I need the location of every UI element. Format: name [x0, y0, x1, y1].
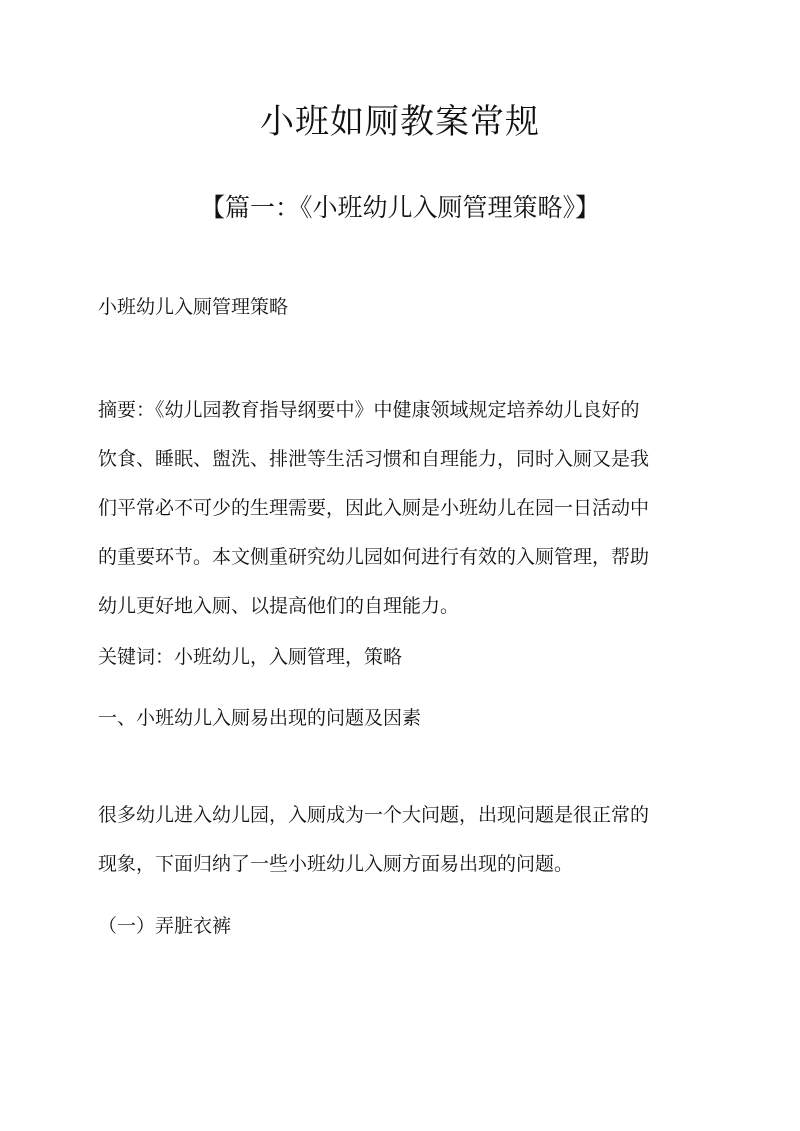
document-subtitle: 【篇一：《小班幼儿入厕管理策略》】: [199, 193, 600, 222]
abstract-line: 饮食、睡眠、盥洗、排泄等生活习惯和自理能力，同时入厕又是我: [98, 448, 650, 470]
paragraph-line: 很多幼儿进入幼儿园，入厕成为一个大问题，出现问题是很正常的: [98, 804, 650, 826]
subsection-1-heading: （一）弄脏衣裤: [98, 915, 232, 937]
document-title: 小班如厕教案常规: [260, 102, 540, 142]
abstract-line: 幼儿更好地入厕、以提高他们的自理能力。: [98, 595, 460, 617]
keywords-line: 关键词：小班幼儿，入厕管理，策略: [98, 646, 403, 668]
paragraph-line: 现象，下面归纳了一些小班幼儿入厕方面易出现的问题。: [98, 853, 574, 875]
section-heading: 小班幼儿入厕管理策略: [98, 296, 289, 318]
section-1-heading: 一、小班幼儿入厕易出现的问题及因素: [98, 707, 422, 729]
abstract-line: 摘要：《幼儿园教育指导纲要中》中健康领域规定培养幼儿良好的: [98, 399, 640, 421]
abstract-line: 们平常必不可少的生理需要，因此入厕是小班幼儿在园一日活动中: [98, 497, 650, 519]
abstract-paragraph: [98, 386, 698, 631]
section-1-paragraph: [98, 791, 698, 889]
abstract-line: 的重要环节。本文侧重研究幼儿园如何进行有效的入厕管理，帮助: [98, 546, 650, 568]
